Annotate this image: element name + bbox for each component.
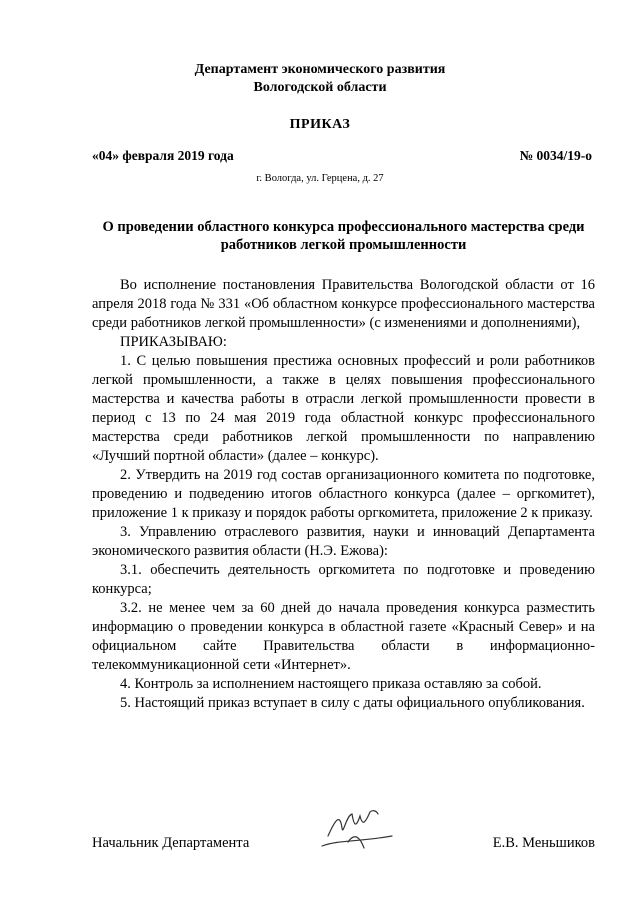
paragraph-preamble: Во исполнение постановления Правительства Вологодской области от 16 апреля 2018 года № 331 «Об областном конкурсе профессионального мастерства среди работников легкой промышленности» (с изменениями и дополнениями), (92, 277, 595, 331)
signature-line (92, 835, 595, 852)
signatory-position: Начальник Департамента (92, 835, 250, 851)
order-date: «04» февраля 2019 года (92, 148, 234, 163)
date-number-line (92, 148, 592, 164)
paragraph-order-word: ПРИКАЗЫВАЮ: (120, 334, 227, 350)
paragraph-item-3-1: 3.1. обеспечить деятельность оргкомитета по подготовке и проведению конкурса; (92, 562, 595, 597)
department-name-line2: Вологодской области (253, 80, 387, 95)
address: г. Вологда, ул. Герцена, д. 27 (256, 173, 384, 184)
order-body (92, 276, 595, 713)
paragraph-item-1: 1. С целью повышения престижа основных профессий и роли работников легкой промышленности, а также в целях повышения профессионального мастерства и качества работы в отрасли легкой промышленности провести в период с 13 по 24 мая 2019 года областной конкурс профессионального мастерства среди работников легкой промышленности по направлению «Лучший портной области» (далее – конкурс). (92, 353, 595, 464)
order-title: ПРИКАЗ (289, 117, 351, 132)
department-name-line1: Департамент экономического развития (194, 62, 446, 77)
paragraph-item-3: 3. Управлению отраслевого развития, науки и инноваций Департамента экономического развития области (Н.Э. Ежова): (92, 524, 595, 559)
order-number: № 0034/19-о (519, 148, 592, 163)
paragraph-item-3-2: 3.2. не менее чем за 60 дней до начала проведения конкурса разместить информацию о проведении конкурса в областной газете «Красный Север» и на официальном сайте Правительства области в информационно-телекоммуникационной сети «Интернет». (92, 600, 595, 673)
paragraph-item-2: 2. Утвердить на 2019 год состав организационного комитета по подготовке, проведению и подведению итогов областного конкурса (далее – оргкомитет), приложение 1 к приказу и порядок работы оргкомитета, приложение 2 к приказу. (92, 467, 595, 521)
paragraph-item-5: 5. Настоящий приказ вступает в силу с даты официального опубликования. (120, 695, 585, 711)
order-subject: О проведении областного конкурса профессионального мастерства среди работников легкой промышленности (102, 219, 585, 253)
paragraph-item-4: 4. Контроль за исполнением настоящего приказа оставляю за собой. (120, 676, 542, 692)
signatory-name: Е.В. Меньшиков (492, 835, 595, 851)
